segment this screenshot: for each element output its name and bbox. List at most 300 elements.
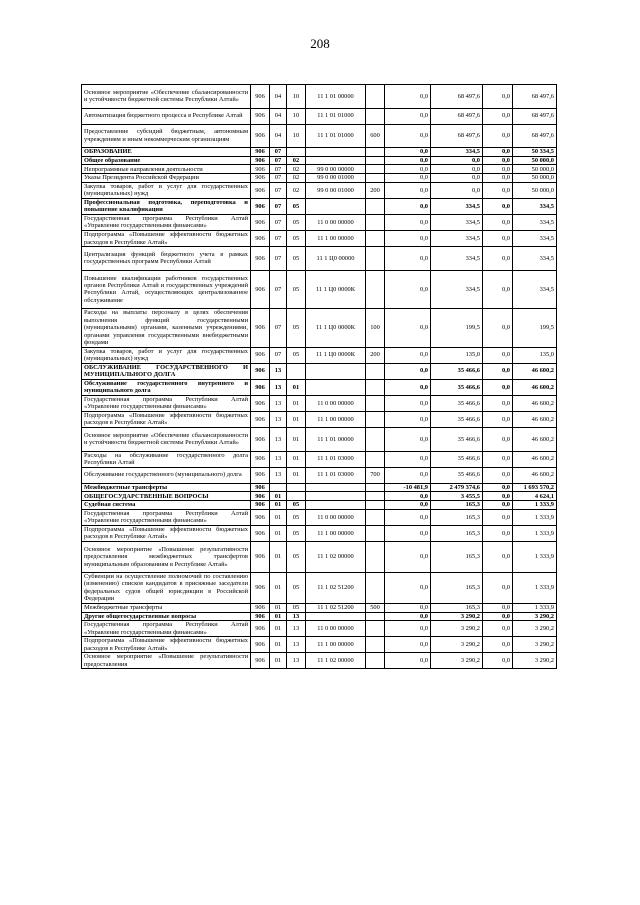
col-gr: 906 [251, 501, 270, 510]
col-cs: 11 1 00 00000 [306, 411, 366, 427]
col-value-3: 0,0 [483, 411, 513, 427]
col-pr [287, 363, 306, 379]
col-value-2: 334,5 [431, 148, 483, 157]
table-row [82, 124, 557, 148]
row-name: Расходы на выплаты персоналу в целях обеспечения выполнения функций государственными (муниципальными) органами, казенными учреждениями, органами управления государственными внебюджетными фондами [82, 309, 251, 347]
col-rz: 04 [270, 124, 287, 148]
row-name: Подпрограмма «Повышение эффективности бюджетных расходов в Республике Алтай» [82, 411, 251, 427]
col-rz: 07 [270, 247, 287, 271]
col-pr: 05 [287, 603, 306, 612]
col-vr [366, 165, 385, 174]
col-rz: 01 [270, 621, 287, 637]
col-value-3: 0,0 [483, 572, 513, 603]
col-cs: 11 1 01 03000 [306, 451, 366, 467]
col-value-2: 334,5 [431, 247, 483, 271]
col-pr [287, 483, 306, 492]
col-value-1: 0,0 [385, 309, 431, 347]
col-pr: 05 [287, 231, 306, 247]
col-rz: 01 [270, 501, 287, 510]
row-name: Подпрограмма «Повышение эффективности бюджетных расходов в Республике Алтай» [82, 637, 251, 653]
col-value-4: 3 290,2 [513, 637, 557, 653]
table-row [82, 653, 557, 669]
table-row [82, 492, 557, 501]
col-value-3: 0,0 [483, 182, 513, 198]
col-value-1: 0,0 [385, 541, 431, 572]
col-value-4: 68 497,6 [513, 108, 557, 124]
col-rz: 07 [270, 174, 287, 183]
col-vr [366, 198, 385, 214]
col-gr: 906 [251, 428, 270, 452]
col-value-2: 35 466,6 [431, 395, 483, 411]
col-value-1: 0,0 [385, 637, 431, 653]
col-pr: 02 [287, 165, 306, 174]
col-rz: 01 [270, 509, 287, 525]
col-cs [306, 483, 366, 492]
col-value-1: 0,0 [385, 198, 431, 214]
col-value-1: 0,0 [385, 467, 431, 483]
col-pr: 02 [287, 182, 306, 198]
col-pr: 13 [287, 637, 306, 653]
table-row [82, 148, 557, 157]
row-name: ОБСЛУЖИВАНИЕ ГОСУДАРСТВЕННОГО И МУНИЦИПАЛЬНОГО ДОЛГА [82, 363, 251, 379]
col-value-1: 0,0 [385, 492, 431, 501]
table-row [82, 467, 557, 483]
col-gr: 906 [251, 156, 270, 165]
col-value-4: 50 000,0 [513, 182, 557, 198]
col-gr: 906 [251, 214, 270, 230]
col-vr [366, 612, 385, 621]
col-value-4: 46 600,2 [513, 363, 557, 379]
row-name: Предоставление субсидий бюджетным, автономным учреждениям и иным некоммерческим организациям [82, 124, 251, 148]
col-value-1: 0,0 [385, 182, 431, 198]
col-vr [366, 525, 385, 541]
col-value-4: 334,5 [513, 214, 557, 230]
col-value-1: 0,0 [385, 509, 431, 525]
col-rz: 01 [270, 653, 287, 669]
col-value-4: 46 600,2 [513, 411, 557, 427]
row-name: Другие общегосударственные вопросы [82, 612, 251, 621]
col-value-3: 0,0 [483, 637, 513, 653]
col-cs: 11 1 02 51200 [306, 572, 366, 603]
col-vr [366, 247, 385, 271]
col-value-3: 0,0 [483, 603, 513, 612]
col-cs: 99 0 00 01000 [306, 174, 366, 183]
col-value-1: 0,0 [385, 270, 431, 308]
col-rz: 07 [270, 347, 287, 363]
col-gr: 906 [251, 621, 270, 637]
table-row [82, 108, 557, 124]
table-body [82, 85, 557, 669]
col-rz: 07 [270, 198, 287, 214]
col-value-4: 46 600,2 [513, 428, 557, 452]
col-rz [270, 483, 287, 492]
col-value-2: 3 290,2 [431, 653, 483, 669]
col-gr: 906 [251, 231, 270, 247]
table-row [82, 541, 557, 572]
col-rz: 13 [270, 428, 287, 452]
col-value-3: 0,0 [483, 451, 513, 467]
col-value-1: 0,0 [385, 428, 431, 452]
table-row [82, 270, 557, 308]
table-row [82, 525, 557, 541]
col-vr [366, 363, 385, 379]
col-value-2: 35 466,6 [431, 411, 483, 427]
col-rz: 07 [270, 231, 287, 247]
col-value-4: 3 290,2 [513, 653, 557, 669]
col-value-1: 0,0 [385, 363, 431, 379]
col-value-4: 334,5 [513, 198, 557, 214]
col-rz: 13 [270, 411, 287, 427]
col-vr [366, 148, 385, 157]
col-cs [306, 198, 366, 214]
col-vr: 200 [366, 182, 385, 198]
col-value-4: 50 000,0 [513, 165, 557, 174]
col-gr: 906 [251, 270, 270, 308]
col-value-1: 0,0 [385, 411, 431, 427]
col-rz: 13 [270, 451, 287, 467]
col-vr [366, 541, 385, 572]
col-cs [306, 148, 366, 157]
col-cs: 11 0 00 00000 [306, 214, 366, 230]
col-value-4: 199,5 [513, 309, 557, 347]
col-pr: 13 [287, 621, 306, 637]
col-gr: 906 [251, 541, 270, 572]
col-value-2: 165,3 [431, 501, 483, 510]
col-rz: 13 [270, 379, 287, 395]
row-name: Основное мероприятие «Повышение результативности предоставления межбюджетных трансфертов муниципальным образованиям в Республике Алтай» [82, 541, 251, 572]
col-pr: 13 [287, 653, 306, 669]
col-value-2: 165,3 [431, 572, 483, 603]
col-vr [366, 379, 385, 395]
table-row [82, 612, 557, 621]
col-value-1: 0,0 [385, 612, 431, 621]
col-value-3: 0,0 [483, 124, 513, 148]
col-value-2: 3 455,5 [431, 492, 483, 501]
col-vr [366, 231, 385, 247]
col-gr: 906 [251, 411, 270, 427]
col-value-1: 0,0 [385, 148, 431, 157]
col-value-2: 165,3 [431, 525, 483, 541]
col-pr: 10 [287, 108, 306, 124]
col-gr: 906 [251, 309, 270, 347]
row-name: Расходы на обслуживание государственного долга Республики Алтай [82, 451, 251, 467]
col-value-3: 0,0 [483, 108, 513, 124]
col-rz: 07 [270, 156, 287, 165]
row-name: Субвенции на осуществление полномочий по составлению (изменению) списков кандидатов в присяжные заседатели федеральных судов общей юрисдикции в Российской Федерации [82, 572, 251, 603]
col-rz: 01 [270, 603, 287, 612]
col-value-1: 0,0 [385, 231, 431, 247]
col-value-2: 0,0 [431, 165, 483, 174]
col-value-3: 0,0 [483, 165, 513, 174]
col-value-4: 3 290,2 [513, 612, 557, 621]
col-value-1: 0,0 [385, 621, 431, 637]
col-value-2: 68 497,6 [431, 124, 483, 148]
col-value-4: 68 497,6 [513, 85, 557, 109]
col-rz: 13 [270, 467, 287, 483]
col-rz: 01 [270, 637, 287, 653]
col-value-3: 0,0 [483, 541, 513, 572]
col-value-3: 0,0 [483, 483, 513, 492]
col-value-4: 334,5 [513, 270, 557, 308]
col-rz: 07 [270, 165, 287, 174]
table-row [82, 428, 557, 452]
col-value-1: 0,0 [385, 451, 431, 467]
col-value-4: 334,5 [513, 231, 557, 247]
col-rz: 01 [270, 612, 287, 621]
col-value-4: 50 000,0 [513, 156, 557, 165]
col-vr [366, 85, 385, 109]
col-value-3: 0,0 [483, 363, 513, 379]
table-row [82, 85, 557, 109]
col-pr: 05 [287, 509, 306, 525]
col-pr: 05 [287, 525, 306, 541]
row-name: Закупка товаров, работ и услуг для государственных (муниципальных) нужд [82, 347, 251, 363]
col-value-4: 1 333,9 [513, 603, 557, 612]
col-pr: 01 [287, 379, 306, 395]
col-vr: 500 [366, 603, 385, 612]
table-row [82, 182, 557, 198]
table-row [82, 363, 557, 379]
col-value-3: 0,0 [483, 214, 513, 230]
col-value-1: 0,0 [385, 379, 431, 395]
col-value-3: 0,0 [483, 509, 513, 525]
table-row [82, 198, 557, 214]
col-value-1: 0,0 [385, 347, 431, 363]
col-cs: 99 0 00 01000 [306, 182, 366, 198]
col-value-3: 0,0 [483, 428, 513, 452]
col-value-4: 334,5 [513, 247, 557, 271]
col-value-4: 46 600,2 [513, 451, 557, 467]
col-pr: 13 [287, 612, 306, 621]
col-vr [366, 621, 385, 637]
row-name: Автоматизация бюджетного процесса в Республике Алтай [82, 108, 251, 124]
col-cs: 11 1 Ц0 0000К [306, 347, 366, 363]
col-value-4: 46 600,2 [513, 379, 557, 395]
col-value-2: 165,3 [431, 541, 483, 572]
col-cs: 11 0 00 00000 [306, 621, 366, 637]
col-value-2: 334,5 [431, 231, 483, 247]
col-value-3: 0,0 [483, 247, 513, 271]
row-name: Указы Президента Российской Федерации [82, 174, 251, 183]
col-gr: 906 [251, 637, 270, 653]
col-rz: 04 [270, 108, 287, 124]
col-gr: 906 [251, 653, 270, 669]
col-value-3: 0,0 [483, 492, 513, 501]
row-name: Межбюджетные трансферты [82, 603, 251, 612]
col-pr: 05 [287, 347, 306, 363]
col-value-2: 35 466,6 [431, 363, 483, 379]
row-name: Общее образование [82, 156, 251, 165]
col-vr [366, 395, 385, 411]
col-value-4: 46 600,2 [513, 467, 557, 483]
col-value-2: 0,0 [431, 156, 483, 165]
col-value-1: -10 481,9 [385, 483, 431, 492]
col-gr: 906 [251, 198, 270, 214]
col-cs: 11 1 01 01000 [306, 108, 366, 124]
col-pr: 05 [287, 309, 306, 347]
col-value-3: 0,0 [483, 653, 513, 669]
col-value-1: 0,0 [385, 214, 431, 230]
col-value-3: 0,0 [483, 525, 513, 541]
col-pr [287, 492, 306, 501]
col-value-3: 0,0 [483, 174, 513, 183]
col-gr: 906 [251, 85, 270, 109]
col-rz: 07 [270, 148, 287, 157]
col-pr: 01 [287, 428, 306, 452]
col-rz: 01 [270, 525, 287, 541]
col-value-4: 68 497,6 [513, 124, 557, 148]
col-gr: 906 [251, 572, 270, 603]
row-name: Государственная программа Республики Алтай «Управление государственными финансами» [82, 509, 251, 525]
col-vr [366, 653, 385, 669]
col-gr: 906 [251, 108, 270, 124]
col-pr: 01 [287, 467, 306, 483]
table-row [82, 214, 557, 230]
col-value-3: 0,0 [483, 198, 513, 214]
col-gr: 906 [251, 603, 270, 612]
col-rz: 01 [270, 541, 287, 572]
col-value-4: 3 290,2 [513, 621, 557, 637]
col-gr: 906 [251, 525, 270, 541]
table-row [82, 309, 557, 347]
col-value-1: 0,0 [385, 156, 431, 165]
col-vr [366, 572, 385, 603]
col-cs: 11 0 00 00000 [306, 509, 366, 525]
col-vr [366, 174, 385, 183]
col-gr: 906 [251, 395, 270, 411]
col-value-1: 0,0 [385, 572, 431, 603]
row-name: Централизация функций бюджетного учета в рамках государственных программ Республики Алтай [82, 247, 251, 271]
col-value-2: 165,3 [431, 603, 483, 612]
col-pr: 10 [287, 85, 306, 109]
col-cs: 11 1 00 00000 [306, 525, 366, 541]
col-pr: 05 [287, 247, 306, 271]
col-value-2: 35 466,6 [431, 467, 483, 483]
col-pr: 10 [287, 124, 306, 148]
budget-table [81, 84, 557, 669]
col-value-2: 165,3 [431, 509, 483, 525]
col-vr: 200 [366, 347, 385, 363]
col-rz: 01 [270, 572, 287, 603]
col-cs: 11 1 01 01000 [306, 124, 366, 148]
row-name: Подпрограмма «Повышение эффективности бюджетных расходов в Республике Алтай» [82, 231, 251, 247]
col-value-4: 1 333,9 [513, 572, 557, 603]
row-name: Обслуживание государственного внутреннего и муниципального долга [82, 379, 251, 395]
table-row [82, 174, 557, 183]
table-row [82, 395, 557, 411]
col-vr [366, 483, 385, 492]
col-value-2: 3 290,2 [431, 637, 483, 653]
col-value-4: 1 693 570,2 [513, 483, 557, 492]
col-pr: 01 [287, 451, 306, 467]
col-value-2: 135,0 [431, 347, 483, 363]
col-pr: 01 [287, 395, 306, 411]
col-rz: 01 [270, 492, 287, 501]
col-vr [366, 501, 385, 510]
col-value-1: 0,0 [385, 653, 431, 669]
col-value-4: 1 333,9 [513, 509, 557, 525]
col-gr: 906 [251, 174, 270, 183]
col-vr: 700 [366, 467, 385, 483]
col-vr [366, 428, 385, 452]
col-pr: 05 [287, 214, 306, 230]
col-vr [366, 270, 385, 308]
col-cs [306, 492, 366, 501]
col-value-4: 135,0 [513, 347, 557, 363]
col-vr [366, 108, 385, 124]
col-vr [366, 492, 385, 501]
col-cs [306, 156, 366, 165]
col-value-2: 199,5 [431, 309, 483, 347]
col-gr: 906 [251, 612, 270, 621]
col-value-3: 0,0 [483, 156, 513, 165]
col-value-1: 0,0 [385, 525, 431, 541]
col-cs: 11 1 Ц0 0000К [306, 309, 366, 347]
col-cs: 11 1 02 51200 [306, 603, 366, 612]
col-cs: 11 0 00 00000 [306, 395, 366, 411]
row-name: Судебная система [82, 501, 251, 510]
col-value-2: 68 497,6 [431, 108, 483, 124]
col-value-3: 0,0 [483, 85, 513, 109]
col-rz: 07 [270, 182, 287, 198]
col-vr [366, 156, 385, 165]
col-value-2: 3 290,2 [431, 612, 483, 621]
col-vr [366, 214, 385, 230]
col-rz: 07 [270, 309, 287, 347]
col-cs [306, 379, 366, 395]
row-name: Государственная программа Республики Алтай «Управление государственными финансами» [82, 214, 251, 230]
table-row [82, 572, 557, 603]
row-name: Основное мероприятие «Обеспечение сбалансированности и устойчивости бюджетной системы Республики Алтай» [82, 85, 251, 109]
table-row [82, 509, 557, 525]
col-gr: 906 [251, 379, 270, 395]
col-pr: 05 [287, 541, 306, 572]
col-value-3: 0,0 [483, 501, 513, 510]
col-value-2: 3 290,2 [431, 621, 483, 637]
col-value-2: 35 466,6 [431, 379, 483, 395]
col-value-1: 0,0 [385, 174, 431, 183]
col-rz: 07 [270, 270, 287, 308]
col-cs [306, 501, 366, 510]
table-row [82, 165, 557, 174]
col-gr: 906 [251, 363, 270, 379]
col-value-3: 0,0 [483, 270, 513, 308]
col-pr: 05 [287, 198, 306, 214]
table-row [82, 483, 557, 492]
col-value-4: 1 333,9 [513, 525, 557, 541]
col-value-3: 0,0 [483, 148, 513, 157]
col-value-3: 0,0 [483, 395, 513, 411]
col-rz: 13 [270, 395, 287, 411]
table-row [82, 231, 557, 247]
col-cs: 11 1 00 00000 [306, 231, 366, 247]
col-cs: 11 1 01 03000 [306, 467, 366, 483]
col-value-1: 0,0 [385, 108, 431, 124]
table-row [82, 637, 557, 653]
table-row [82, 451, 557, 467]
col-pr: 01 [287, 411, 306, 427]
col-vr [366, 451, 385, 467]
col-value-1: 0,0 [385, 501, 431, 510]
row-name: Закупка товаров, работ и услуг для государственных (муниципальных) нужд [82, 182, 251, 198]
col-cs: 11 1 02 00000 [306, 541, 366, 572]
row-name: Непрограммные направления деятельности [82, 165, 251, 174]
col-pr: 02 [287, 174, 306, 183]
col-vr [366, 411, 385, 427]
row-name: ОБРАЗОВАНИЕ [82, 148, 251, 157]
table-row [82, 156, 557, 165]
col-gr: 906 [251, 467, 270, 483]
